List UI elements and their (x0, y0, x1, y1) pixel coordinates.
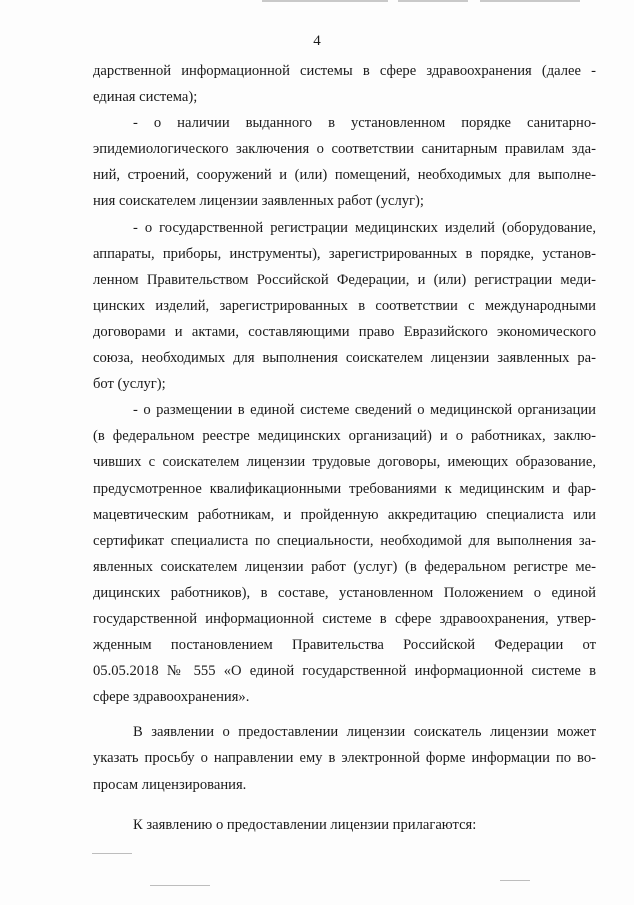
text-line: союза, необходимых для выполнения соискателем лицензии заявленных ра- (93, 350, 596, 367)
scan-edge-mark (480, 0, 580, 2)
text-line: явленных соискателем лицензии работ (услуг) (в федеральном регистре ме- (93, 558, 596, 575)
text-line: ния соискателем лицензии заявленных работ (услуг); (93, 193, 424, 210)
document-body (93, 58, 596, 838)
text-line: дарственной информационной системы в сфере здравоохранения (далее - (93, 63, 596, 79)
text-line: бот (услуг); (93, 376, 166, 393)
text-line: - о наличии выданного в установленном порядке санитарно- (133, 115, 596, 132)
text-line: - о размещении в единой системе сведений о медицинской организации (133, 402, 596, 419)
text-line: договорами и актами, составляющими право Евразийского экономического (93, 323, 596, 340)
text-line: 05.05.2018 № 555 «О единой государственной информационной системе в (93, 663, 596, 680)
text-line: ленном Правительством Российской Федерации, и (или) регистрации меди- (93, 271, 596, 288)
text-line: (в федеральном реестре медицинских организаций) и о работниках, заклю- (93, 428, 596, 445)
text-line: - о государственной регистрации медицинских изделий (оборудование, (133, 219, 596, 236)
text-line: В заявлении о предоставлении лицензии соискатель лицензии может (133, 724, 596, 741)
text-line: К заявлению о предоставлении лицензии прилагаются: (133, 816, 477, 833)
text-line: указать просьбу о направлении ему в электронной форме информации по во- (93, 750, 596, 767)
text-line: аппараты, приборы, инструменты), зарегистрированных в порядке, установ- (93, 245, 596, 262)
text-line: дицинских работников), в составе, установленном Положением о единой (93, 584, 596, 601)
scan-edge-mark (262, 0, 388, 2)
text-line: жденным постановлением Правительства Российской Федерации от (93, 637, 596, 654)
scan-speck (150, 885, 210, 886)
scan-edge-mark (398, 0, 468, 2)
text-line: цинских изделий, зарегистрированных в соответствии с международными (93, 297, 596, 314)
text-line: ний, строений, сооружений и (или) помещений, необходимых для выполне- (93, 167, 596, 184)
text-line: предусмотренное квалификационными требованиями к медицинским и фар- (93, 480, 596, 497)
text-line: чивших с соискателем лицензии трудовые договоры, имеющих образование, (93, 454, 596, 471)
text-line: мацевтическим работникам, и пройденную аккредитацию специалиста или (93, 506, 596, 523)
paragraph-gap (93, 710, 596, 719)
page-number: 4 (313, 33, 321, 49)
text-line: просам лицензирования. (93, 776, 247, 793)
text-line: эпидемиологического заключения о соответствии санитарным правилам зда- (93, 141, 596, 158)
scan-speck (92, 853, 132, 854)
text-line: государственной информационной системе в сфере здравоохранения, утвер- (93, 610, 596, 627)
scan-speck (500, 880, 530, 881)
text-line: сфере здравоохранения». (93, 689, 250, 706)
text-line: единая система); (93, 89, 198, 106)
text-line: сертификат специалиста по специальности, необходимой для выполнения за- (93, 532, 596, 549)
paragraph-gap (93, 798, 596, 812)
